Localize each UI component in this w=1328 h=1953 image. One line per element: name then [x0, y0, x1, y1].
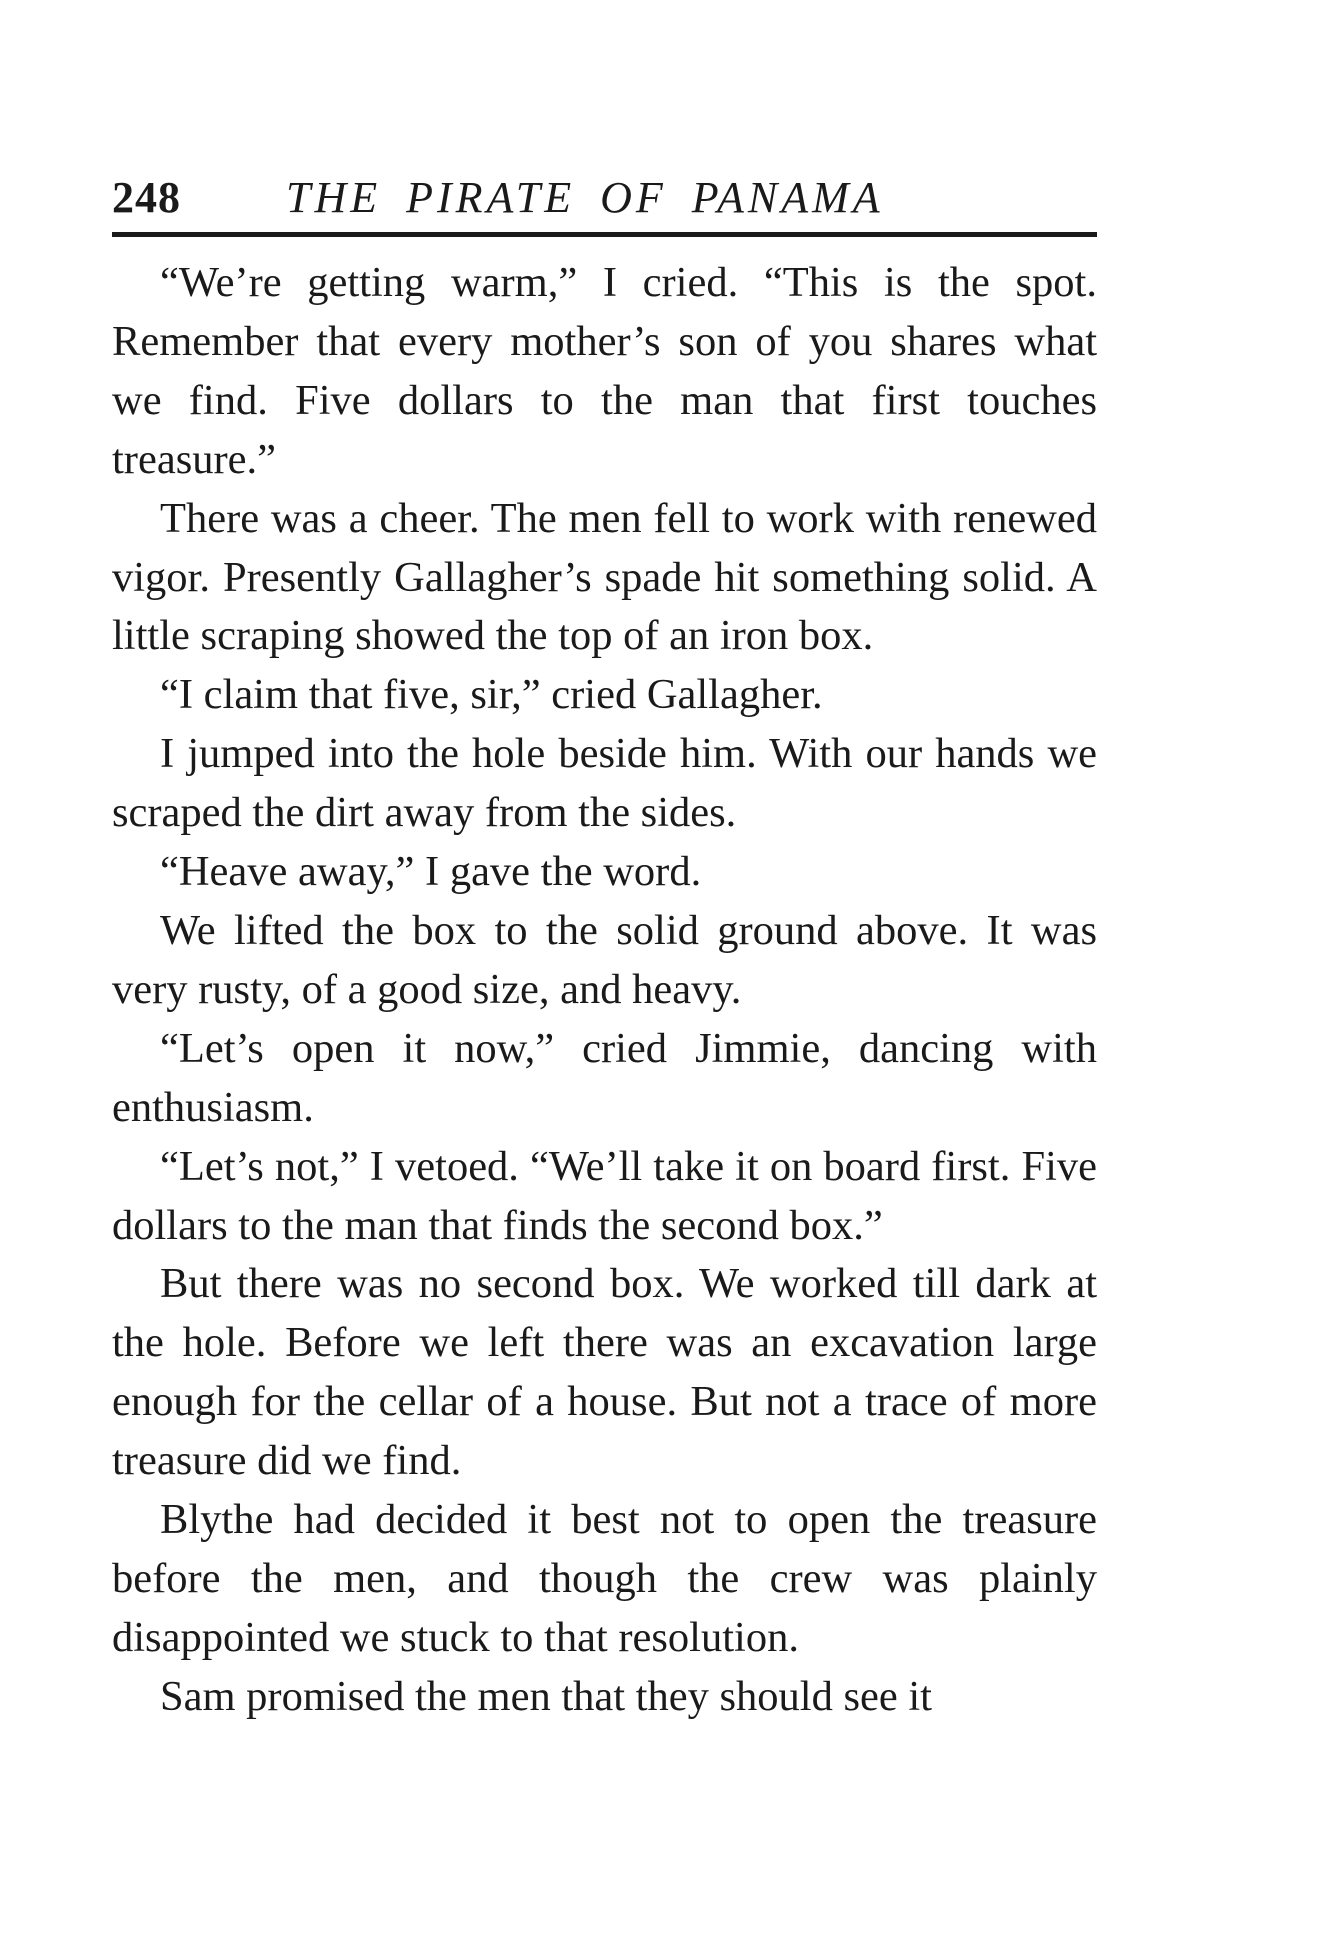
- paragraph: But there was no second box. We worked till dark at the hole. Before we left there was an excavation large enough for the cellar of a house. But not a trace of more treasure did we find.: [112, 1260, 1097, 1485]
- page-number: 248: [112, 173, 181, 222]
- paragraph: Sam promised the men that they should see it: [160, 1672, 932, 1720]
- paragraph: We lifted the box to the solid ground above. It was very rusty, of a good size, and heavy.: [112, 906, 1097, 1013]
- paragraph: There was a cheer. The men fell to work with renewed vigor. Presently Gallagher’s spade hit something solid. A little scraping showed the top of an iron box.: [112, 494, 1097, 660]
- paragraph: “I claim that five, sir,” cried Gallagher.: [160, 671, 823, 719]
- header-rule: [112, 232, 1097, 237]
- paragraph: I jumped into the hole beside him. With our hands we scraped the dirt away from the sides.: [112, 730, 1097, 837]
- book-title: THE PIRATE OF PANAMA: [286, 173, 884, 222]
- paragraph: “Let’s open it now,” cried Jimmie, dancing with enthusiasm.: [112, 1024, 1097, 1131]
- paragraph: “Let’s not,” I vetoed. “We’ll take it on board first. Five dollars to the man that finds the second box.”: [112, 1142, 1097, 1249]
- running-head: [112, 172, 1097, 226]
- body-text: [112, 254, 1097, 1727]
- paragraph: “We’re getting warm,” I cried. “This is the spot. Remember that every mother’s son of you shares what we find. Five dollars to the man that first touches treasure.”: [112, 259, 1097, 483]
- paragraph: “Heave away,” I gave the word.: [160, 848, 702, 896]
- paragraph: Blythe had decided it best not to open the treasure before the men, and though the crew was plainly disappointed we stuck to that resolution.: [112, 1496, 1097, 1661]
